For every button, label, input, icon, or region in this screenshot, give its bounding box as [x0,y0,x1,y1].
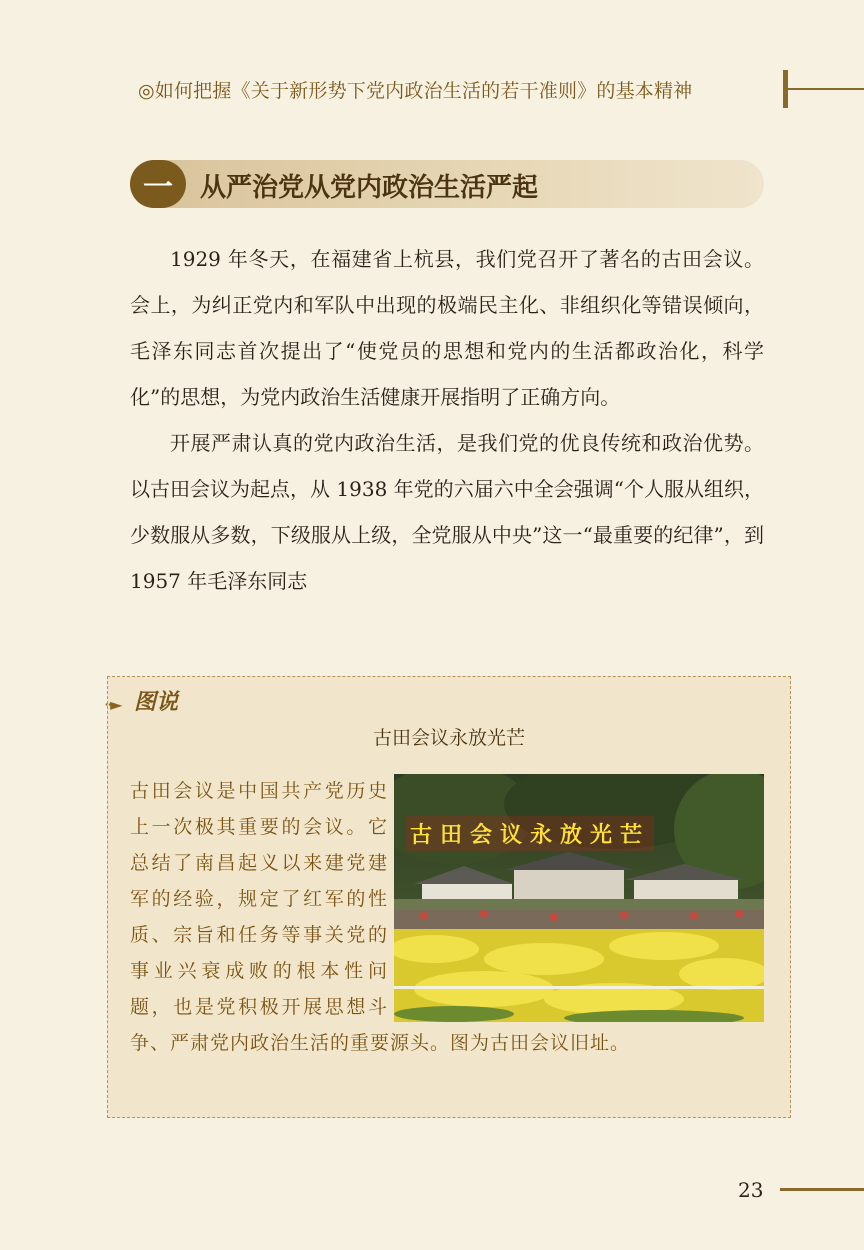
caption-text: 古田会议是中国共产党历史上一次极其重要的会议。它总结了南昌起义以来建党建军的经验，规定了红军的性质、宗旨和任务等事关党的事业兴衰成败的根本性问题，也是党积极开展思想斗争、严肃党内政治生活的重要源头。图为古田会议旧址。 [130,780,631,1054]
body-text [130,236,764,604]
photo-sign-text: 古田会议永放光芒 [406,816,654,851]
caption-title: 古田会议永放光芒 [372,727,525,749]
arrow-icon: ··► [104,695,121,714]
gutian-meeting-photo [394,774,764,1022]
section-title: 从严治党从党内政治生活严起 [200,173,539,203]
paragraph: 开展严肃认真的党内政治生活，是我们党的优良传统和政治优势。以古田会议为起点，从 1938 年党的六届六中全会强调“个人服从组织，少数服从多数，下级服从上级，全党服从中央”这一“最重要的纪律”，到 1957 年毛泽东同志 [130,431,764,593]
section-heading [130,160,764,208]
paragraph: 1929 年冬天，在福建省上杭县，我们党召开了著名的古田会议。会上，为纠正党内和军队中出现的极端民主化、非组织化等错误倾向，毛泽东同志首次提出了“使党员的思想和党内的生活都政治化，科学化”的思想，为党内政治生活健康开展指明了正确方向。 [130,247,764,409]
running-header: ◎如何把握《关于新形势下党内政治生活的若干准则》的基本精神 [138,80,693,102]
header-rule-horizontal [788,88,864,90]
photo-illustration [394,774,764,1022]
section-number-badge: 一 [130,160,186,208]
footer-rule [780,1188,864,1191]
callout-label: 图说 [134,690,179,715]
page-number: 23 [738,1178,764,1202]
